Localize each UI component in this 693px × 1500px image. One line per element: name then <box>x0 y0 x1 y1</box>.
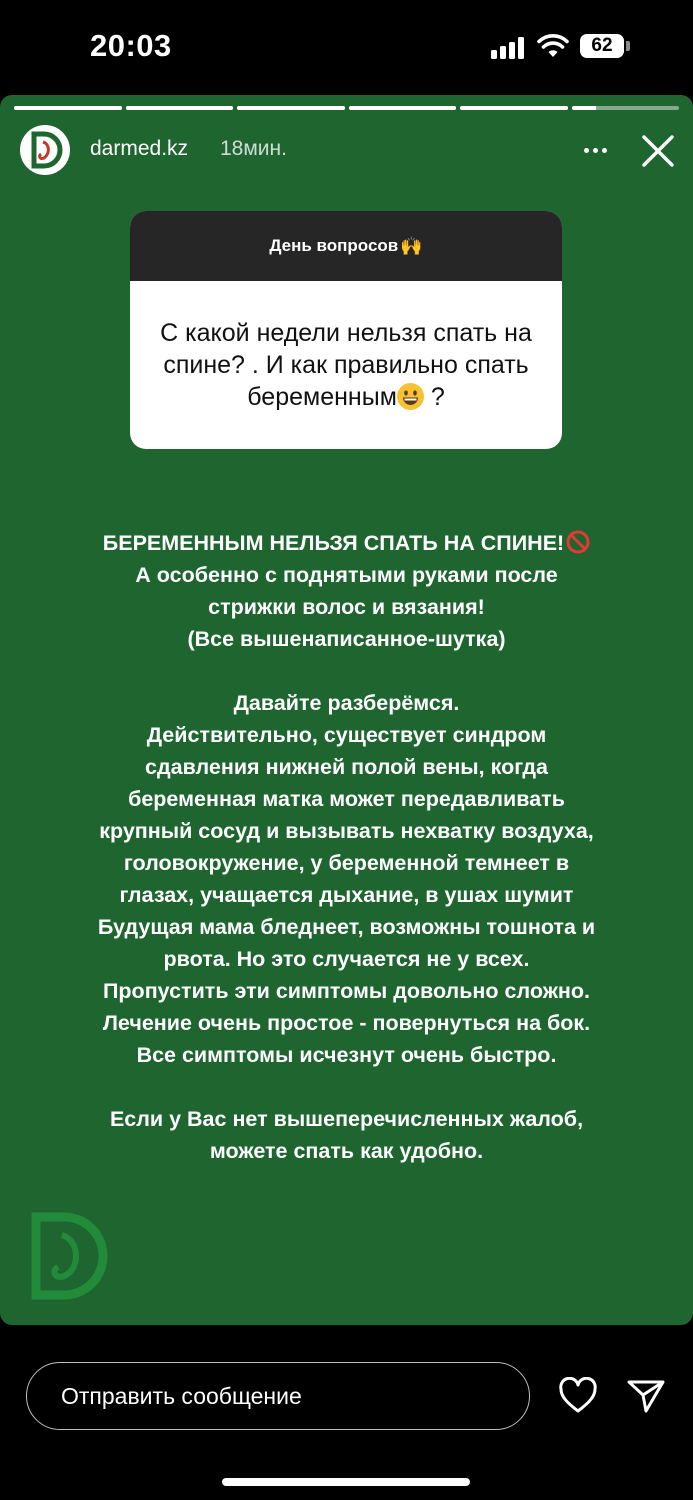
text-line: Давайте разберёмся. <box>233 691 460 715</box>
text-line: стрижки волос и вязания! <box>208 595 485 619</box>
story-time-ago: 18мин. <box>220 137 287 160</box>
close-icon[interactable] <box>640 133 676 169</box>
grinning-face-icon <box>397 383 424 410</box>
progress-segment <box>349 106 457 110</box>
progress-segment-current <box>572 106 680 110</box>
status-time: 20:03 <box>90 28 172 63</box>
question-sticker-title: День вопросов <box>269 236 399 255</box>
heart-icon[interactable] <box>558 1377 598 1415</box>
text-line: (Все вышенаписанное-шутка) <box>187 627 506 651</box>
home-indicator[interactable] <box>222 1478 470 1486</box>
text-line: Все симптомы исчезнут очень быстро. <box>136 1043 557 1067</box>
text-line: глазах, учащается дыхание, в ушах шумит <box>119 883 574 907</box>
question-sticker-header <box>130 211 562 281</box>
text-line: крупный сосуд и вызывать нехватку воздуха, <box>99 819 594 843</box>
text-line: Лечение очень простое - повернуться на бок. <box>102 1011 591 1035</box>
text-line: А особенно с поднятыми руками после <box>135 563 558 587</box>
prohibited-icon <box>566 530 590 554</box>
send-icon[interactable] <box>626 1377 666 1415</box>
text-line: Будущая мама бледнеет, возможны тошнота и <box>97 915 596 939</box>
battery-tip <box>626 41 630 51</box>
question-text: С какой недели нельзя спать на спине? . И как правильно спать беременным <box>160 319 532 411</box>
text-line: Действительно, существует синдром <box>146 723 547 747</box>
status-bar <box>0 0 693 95</box>
text-line: Если у Вас нет вышеперечисленных жалоб, <box>109 1107 584 1131</box>
darmed-watermark-logo <box>30 1211 110 1301</box>
progress-segment <box>126 106 234 110</box>
text-line: Пропустить эти симптомы довольно сложно. <box>102 979 591 1003</box>
more-horizontal-icon <box>584 148 589 153</box>
question-sticker-text <box>130 281 562 449</box>
question-text-end: ? <box>423 383 445 411</box>
text-line: головокружение, у беременной темнеет в <box>123 851 570 875</box>
progress-segment <box>460 106 568 110</box>
darmed-logo-icon <box>26 130 64 170</box>
question-sticker[interactable] <box>130 211 562 449</box>
progress-segment <box>237 106 345 110</box>
send-message-input[interactable] <box>26 1362 530 1430</box>
story-heading: БЕРЕМЕННЫМ НЕЛЬЗЯ СПАТЬ НА СПИНЕ! <box>102 531 565 555</box>
story-progress-bar <box>14 106 679 110</box>
text-line: сдавления нижней полой вены, когда <box>145 755 548 779</box>
wifi-icon <box>537 33 569 59</box>
cellular-signal-icon <box>491 37 527 59</box>
story-card <box>0 95 693 1325</box>
story-text-block <box>20 527 673 1167</box>
avatar[interactable] <box>20 125 70 175</box>
more-options-button[interactable] <box>578 133 612 167</box>
raising-hands-icon: 🙌 <box>400 235 423 256</box>
story-username[interactable]: darmed.kz <box>90 137 189 160</box>
battery-level: 62 <box>580 34 624 58</box>
text-line: рвота. Но это случается не у всех. <box>163 947 530 971</box>
text-line: можете спать как удобно. <box>209 1139 484 1163</box>
text-line: беременная матка может передавливать <box>128 787 565 811</box>
progress-segment <box>14 106 122 110</box>
